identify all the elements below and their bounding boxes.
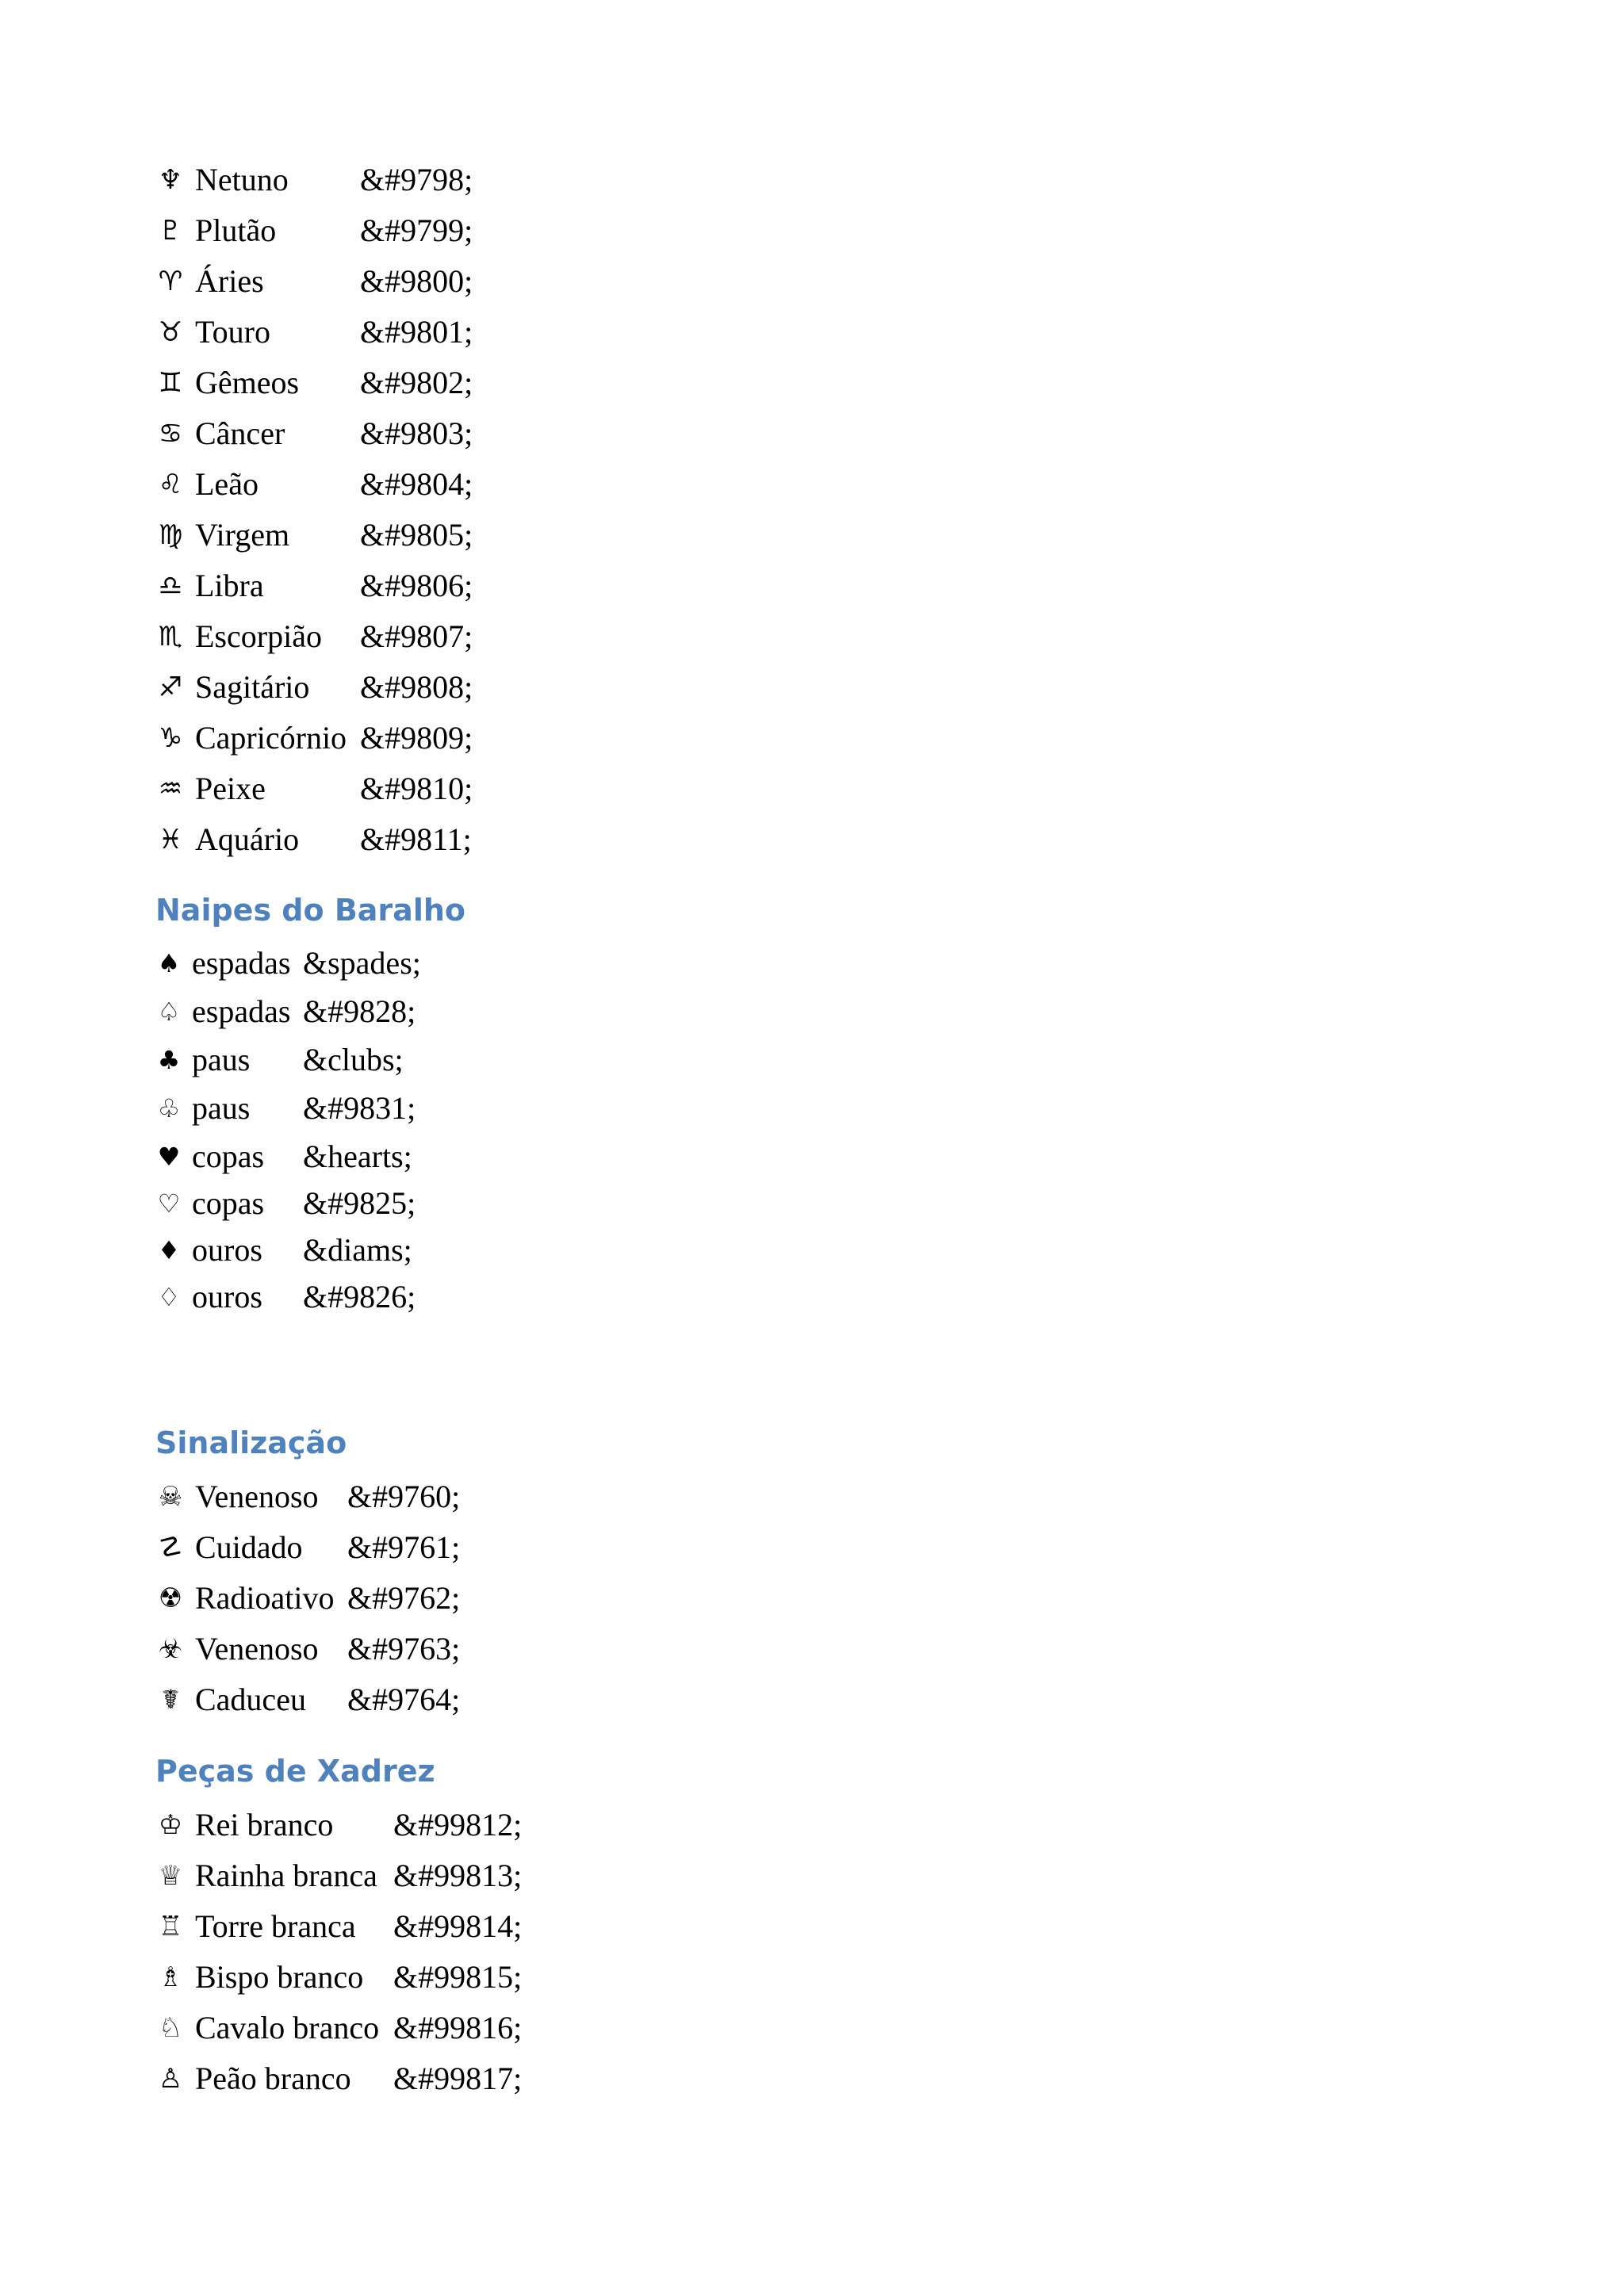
symbol-name: Peixe [195, 771, 266, 806]
sign-row [155, 1523, 460, 1572]
symbol-name: espadas [192, 993, 291, 1029]
chess-piece-row [155, 1851, 522, 1900]
heart-outline-icon: ♡ [157, 1188, 181, 1219]
club-icon: ♣ [157, 1045, 181, 1075]
card-suit-row [155, 1132, 412, 1181]
spade-outline-icon: ♤ [157, 997, 181, 1027]
zodiac-row [155, 358, 473, 408]
entity-code: &#9764; [347, 1682, 461, 1717]
zodiac-row [155, 460, 473, 509]
card-suit-row [155, 1226, 412, 1275]
white-pawn-icon: ♙ [158, 2063, 183, 2095]
symbol-name: Escorpião [195, 618, 322, 654]
entity-code: &#9761; [347, 1529, 461, 1565]
sagittarius-icon: ♐ [158, 672, 183, 703]
section-heading-cards: Naipes do Baralho [155, 893, 466, 928]
spade-icon: ♠ [157, 948, 181, 978]
entity-code: &#99812; [393, 1807, 523, 1843]
gemini-icon: ♊ [158, 367, 183, 399]
entity-code: &#9831; [303, 1090, 416, 1126]
section-heading-signs: Sinalização [155, 1425, 347, 1460]
radioactive-icon: ☢ [158, 1582, 183, 1614]
card-suit-row [155, 1272, 416, 1322]
symbol-name: Aquário [195, 821, 300, 857]
card-suit-row [155, 939, 421, 988]
diamond-icon: ♦ [157, 1235, 181, 1265]
symbol-name: Cuidado [195, 1529, 303, 1565]
symbol-name: Venenoso [195, 1631, 319, 1667]
entity-code: &#9762; [347, 1580, 461, 1616]
symbol-name: Capricórnio [195, 720, 347, 756]
zodiac-row [155, 663, 473, 712]
symbol-name: Libra [195, 568, 264, 603]
sign-row [155, 1624, 460, 1674]
symbol-name: Sagitário [195, 669, 310, 705]
entity-code: &#9809; [360, 720, 473, 756]
card-suit-row [155, 1035, 404, 1085]
zodiac-row [155, 815, 472, 864]
entity-code: &#9803; [360, 415, 473, 451]
skull-crossbones-icon: ☠ [158, 1481, 183, 1513]
zodiac-row [155, 714, 473, 763]
sign-row [155, 1675, 460, 1724]
section-heading-chess: Peças de Xadrez [155, 1754, 435, 1789]
symbol-name: Áries [195, 263, 264, 299]
entity-code: &#9760; [347, 1479, 461, 1514]
zodiac-row [155, 561, 473, 610]
chess-piece-row [155, 2054, 522, 2103]
entity-code: &spades; [303, 945, 421, 981]
entity-code: &clubs; [303, 1042, 404, 1077]
chess-piece-row [155, 1953, 522, 2002]
symbol-name: Venenoso [195, 1479, 319, 1514]
card-suit-row [155, 987, 416, 1036]
symbol-name: copas [192, 1185, 265, 1221]
zodiac-row [155, 511, 473, 560]
caduceus-icon: ☤ [161, 1684, 180, 1716]
aquarius-icon: ♒ [158, 773, 183, 805]
white-rook-icon: ♖ [158, 1911, 183, 1942]
heart-icon: ♥ [157, 1142, 181, 1172]
biohazard-icon: ☣ [158, 1633, 183, 1665]
symbol-name: Gêmeos [195, 365, 300, 400]
entity-code: &#9798; [360, 162, 473, 197]
chess-piece-row [155, 1902, 522, 1951]
symbol-name: Caduceu [195, 1682, 306, 1717]
entity-code: &#9805; [360, 517, 473, 553]
symbol-name: Touro [195, 314, 270, 350]
symbol-name: Bispo branco [195, 1959, 364, 1995]
symbol-name: Netuno [195, 162, 289, 197]
entity-code: &#99816; [393, 2010, 523, 2045]
symbol-name: Cavalo branco [195, 2010, 380, 2045]
white-king-icon: ♔ [158, 1809, 183, 1841]
entity-code: &#9811; [360, 821, 472, 857]
virgo-icon: ♍ [158, 519, 183, 551]
entity-code: &hearts; [303, 1138, 412, 1174]
symbol-name: Câncer [195, 415, 285, 451]
entity-code: &#9806; [360, 568, 473, 603]
pluto-icon: ♇ [158, 215, 183, 247]
symbol-name: Peão branco [195, 2061, 351, 2096]
aries-icon: ♈ [158, 266, 183, 297]
entity-code: &#99817; [393, 2061, 523, 2096]
capricorn-icon: ♑ [158, 722, 183, 754]
chess-piece-row [155, 2003, 522, 2053]
entity-code: &#9807; [360, 618, 473, 654]
entity-code: &#9799; [360, 212, 473, 248]
white-bishop-icon: ♗ [158, 1961, 183, 1993]
symbol-name: copas [192, 1138, 265, 1174]
symbol-name: Virgem [195, 517, 290, 553]
symbol-name: Torre branca [195, 1908, 356, 1944]
neptune-icon: ♆ [158, 164, 183, 196]
symbol-name: Rainha branca [195, 1858, 377, 1893]
scorpio-icon: ♏ [158, 621, 183, 652]
zodiac-row [155, 409, 473, 458]
white-queen-icon: ♕ [158, 1860, 183, 1892]
entity-code: &#9804; [360, 466, 473, 502]
white-knight-icon: ♘ [158, 2012, 183, 2044]
taurus-icon: ♉ [158, 316, 183, 348]
symbol-name: ouros [192, 1279, 262, 1314]
zodiac-row [155, 308, 473, 357]
chess-piece-row [155, 1800, 522, 1850]
card-suit-row [155, 1084, 416, 1133]
zodiac-row [155, 612, 473, 661]
zodiac-row [155, 155, 473, 205]
entity-code: &diams; [303, 1232, 412, 1268]
entity-code: &#99815; [393, 1959, 523, 1995]
entity-code: &#9826; [303, 1279, 416, 1314]
club-outline-icon: ♧ [157, 1093, 181, 1123]
symbol-name: ouros [192, 1232, 262, 1268]
zodiac-row [155, 206, 473, 255]
symbol-name: Leão [195, 466, 259, 502]
libra-icon: ♎ [158, 570, 183, 602]
entity-code: &#9801; [360, 314, 473, 350]
symbol-name: paus [192, 1090, 251, 1126]
entity-code: &#99813; [393, 1858, 523, 1893]
entity-code: &#9828; [303, 993, 416, 1029]
cancer-icon: ♋ [158, 418, 183, 450]
symbol-name: Plutão [195, 212, 277, 248]
symbol-name: Radioativo [195, 1580, 335, 1616]
entity-code: &#9825; [303, 1185, 416, 1221]
sign-row [155, 1574, 460, 1623]
entity-code: &#9800; [360, 263, 473, 299]
card-suit-row [155, 1179, 416, 1228]
leo-icon: ♌ [158, 469, 183, 500]
symbol-name: paus [192, 1042, 251, 1077]
symbol-name: espadas [192, 945, 291, 981]
entity-code: &#9802; [360, 365, 473, 400]
entity-code: &#9763; [347, 1631, 461, 1667]
entity-code: &#9808; [360, 669, 473, 705]
zodiac-row [155, 764, 473, 813]
caution-icon: ☡ [158, 1532, 183, 1563]
zodiac-row [155, 257, 473, 306]
entity-code: &#99814; [393, 1908, 523, 1944]
entity-code: &#9810; [360, 771, 473, 806]
symbol-name: Rei branco [195, 1807, 334, 1843]
diamond-outline-icon: ♢ [157, 1282, 181, 1312]
sign-row [155, 1472, 460, 1521]
pisces-icon: ♓ [158, 824, 183, 855]
